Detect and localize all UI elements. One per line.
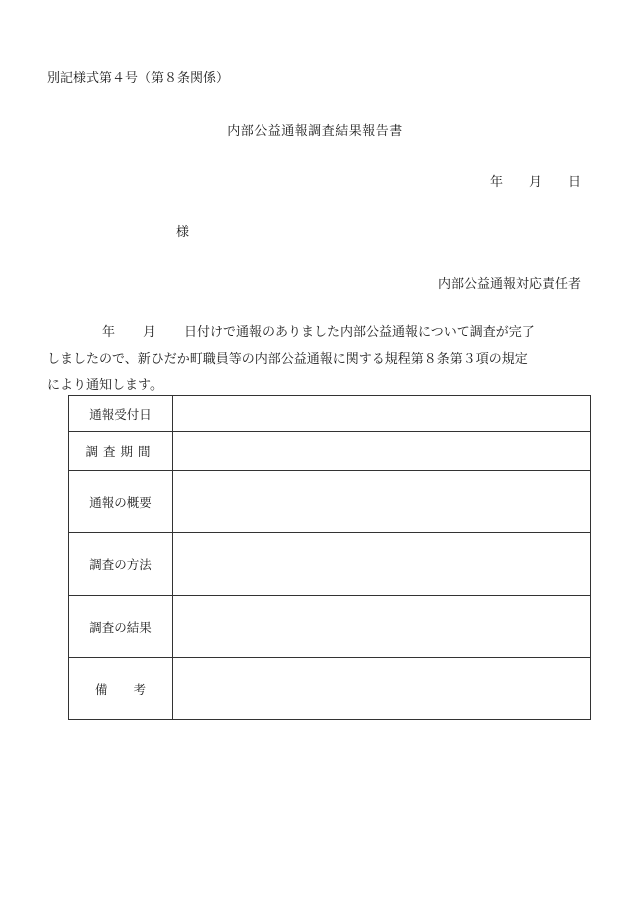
row-value-investigation-result[interactable] (173, 596, 591, 658)
row-label-reception-date: 通報受付日 (69, 396, 173, 432)
remarks-label-second: 考 (133, 681, 147, 697)
date-line (490, 171, 581, 190)
row-label-investigation-result: 調査の結果 (69, 596, 173, 658)
row-label-report-summary: 通報の概要 (69, 471, 173, 533)
body-line-2: しましたので、新ひだか町職員等の内部公益通報に関する規程第８条第３項の規定 (47, 351, 528, 367)
form-number-label: 別記様式第４号（第８条関係） (47, 71, 230, 86)
table-row-reception-date (69, 396, 591, 432)
document-title: 内部公益通報調査結果報告書 (227, 124, 403, 139)
row-value-report-summary[interactable] (173, 471, 591, 533)
table-row-investigation-result (69, 596, 591, 658)
row-value-remarks[interactable] (173, 658, 591, 720)
body-month-label: 月 (143, 325, 157, 340)
sender-title: 内部公益通報対応責任者 (437, 277, 581, 292)
row-value-reception-date[interactable] (173, 396, 591, 432)
body-line-1-text: 日付けで通報のありました内部公益通報について調査が完了 (184, 325, 535, 340)
row-label-remarks (69, 658, 173, 720)
row-value-investigation-method[interactable] (173, 533, 591, 596)
table-row-investigation-method (69, 533, 591, 596)
row-label-investigation-period: 調査期間 (69, 432, 173, 471)
body-line-1 (47, 320, 585, 347)
body-paragraph (47, 320, 585, 400)
table-row-investigation-period (69, 432, 591, 471)
row-label-investigation-method: 調査の方法 (69, 533, 173, 596)
date-month-label: 月 (528, 175, 542, 190)
table-row-report-summary (69, 471, 591, 533)
body-year-label: 年 (102, 325, 116, 340)
date-day-label: 日 (567, 175, 581, 190)
date-year-label: 年 (489, 175, 503, 190)
row-value-investigation-period[interactable] (173, 432, 591, 471)
remarks-label-first: 備 (94, 681, 108, 697)
addressee-suffix: 様 (176, 225, 190, 240)
report-table (68, 395, 591, 720)
table-row-remarks (69, 658, 591, 720)
body-line-3: により通知します。 (47, 378, 163, 393)
